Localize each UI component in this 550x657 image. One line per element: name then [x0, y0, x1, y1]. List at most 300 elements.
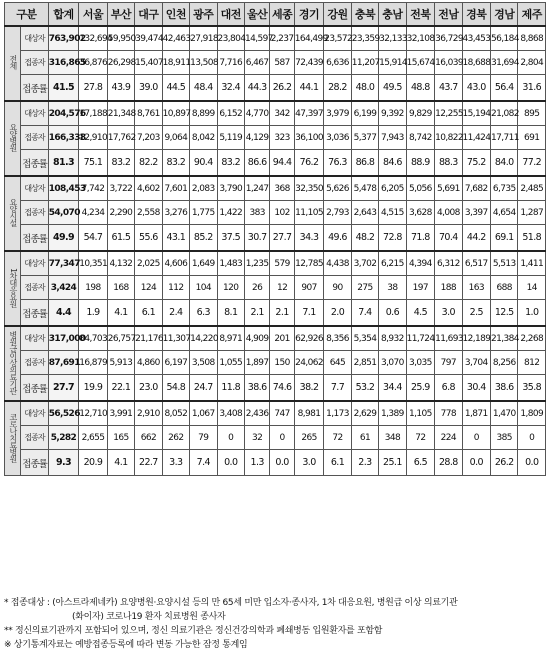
cell-region-value: 895 — [518, 101, 546, 126]
cell-region-value: 44.3 — [244, 75, 269, 102]
cell-region-value: 3,276 — [162, 201, 189, 225]
cell-region-value: 5,377 — [351, 126, 378, 150]
cell-region-value: 12,910 — [79, 126, 107, 150]
header-region: 인천 — [162, 3, 189, 27]
cell-region-value: 5,913 — [107, 351, 134, 375]
cell-region-value: 4,394 — [406, 251, 434, 276]
cell-region-value: 3,036 — [324, 126, 351, 150]
cell-region-value: 77.2 — [518, 150, 546, 177]
header-region: 대구 — [135, 3, 162, 27]
cell-region-value: 13,508 — [190, 51, 217, 75]
cell-region-value: 8,868 — [518, 26, 546, 51]
cell-region-value: 83.2 — [107, 150, 134, 177]
cell-region-value: 2,436 — [244, 401, 269, 426]
cell-region-value: 82.2 — [135, 150, 162, 177]
cell-region-value: 3,397 — [462, 201, 490, 225]
cell-region-value: 39,474 — [135, 26, 162, 51]
cell-region-value: 32 — [244, 426, 269, 450]
cell-region-value: 21,176 — [135, 326, 162, 351]
cell-region-value: 14,220 — [190, 326, 217, 351]
cell-region-value: 1,389 — [379, 401, 406, 426]
cell-region-value: 0 — [518, 426, 546, 450]
header-region: 전북 — [406, 3, 434, 27]
cell-region-value: 368 — [270, 176, 294, 201]
cell-region-value: 198 — [79, 276, 107, 300]
row-category: 접종률 — [21, 75, 48, 102]
cell-region-value: 38 — [379, 276, 406, 300]
cell-region-value: 69.1 — [491, 225, 518, 252]
cell-region-value: 8,932 — [379, 326, 406, 351]
header-region: 대전 — [217, 3, 244, 27]
cell-region-value: 3,790 — [217, 176, 244, 201]
cell-region-value: 4,129 — [244, 126, 269, 150]
table-row — [5, 26, 546, 51]
cell-region-value: 5,478 — [351, 176, 378, 201]
group-label-text: 요양시설 — [8, 198, 18, 227]
cell-region-value: 72 — [406, 426, 434, 450]
cell-region-value: 8,256 — [491, 351, 518, 375]
row-category: 대상자 — [21, 176, 48, 201]
cell-region-value: 10,822 — [435, 126, 462, 150]
header-region: 서울 — [79, 3, 107, 27]
cell-region-value: 2,804 — [518, 51, 546, 75]
cell-region-value: 49.5 — [379, 75, 406, 102]
cell-region-value: 8,981 — [294, 401, 323, 426]
cell-region-value: 265 — [294, 426, 323, 450]
cell-region-value: 83.2 — [162, 150, 189, 177]
cell-region-value: 4,770 — [244, 101, 269, 126]
cell-region-value: 4,606 — [162, 251, 189, 276]
cell-region-value: 34.4 — [379, 375, 406, 402]
cell-region-value: 0.6 — [379, 300, 406, 327]
cell-region-value: 691 — [518, 126, 546, 150]
row-category: 접종자 — [21, 51, 48, 75]
cell-region-value: 30.4 — [462, 375, 490, 402]
cell-region-value: 74.6 — [270, 375, 294, 402]
cell-region-value: 6.3 — [190, 300, 217, 327]
cell-region-value: 90 — [324, 276, 351, 300]
cell-region-value: 38.6 — [491, 375, 518, 402]
cell-region-value: 778 — [435, 401, 462, 426]
cell-region-value: 201 — [270, 326, 294, 351]
table-row — [5, 401, 546, 426]
cell-region-value: 15,194 — [462, 101, 490, 126]
cell-region-value: 26,298 — [107, 51, 134, 75]
cell-region-value: 17,711 — [491, 126, 518, 150]
cell-region-value: 54.8 — [162, 375, 189, 402]
cell-region-value: 6.8 — [435, 375, 462, 402]
cell-region-value: 3,702 — [351, 251, 378, 276]
cell-region-value: 2,268 — [518, 326, 546, 351]
cell-region-value: 7,943 — [379, 126, 406, 150]
cell-region-value: 42,463 — [162, 26, 189, 51]
cell-region-value: 2,290 — [107, 201, 134, 225]
row-category: 접종률 — [21, 300, 48, 327]
cell-region-value: 1,809 — [518, 401, 546, 426]
cell-region-value: 88.3 — [435, 150, 462, 177]
cell-region-value: 1,649 — [190, 251, 217, 276]
cell-region-value: 83.2 — [217, 150, 244, 177]
cell-region-value: 1,105 — [406, 401, 434, 426]
cell-region-value: 24.7 — [190, 375, 217, 402]
cell-region-value: 1,422 — [217, 201, 244, 225]
cell-region-value: 1.3 — [244, 450, 269, 476]
row-category: 접종자 — [21, 426, 48, 450]
cell-region-value: 124 — [135, 276, 162, 300]
cell-region-value: 43.1 — [162, 225, 189, 252]
cell-region-value: 2,655 — [79, 426, 107, 450]
cell-region-value: 3,408 — [217, 401, 244, 426]
cell-region-value: 11,307 — [162, 326, 189, 351]
cell-region-value: 44.1 — [294, 75, 323, 102]
cell-region-value: 6,152 — [217, 101, 244, 126]
cell-region-value: 79 — [190, 426, 217, 450]
cell-region-value: 2,851 — [351, 351, 378, 375]
table-row — [5, 426, 546, 450]
cell-region-value: 688 — [491, 276, 518, 300]
row-category: 대상자 — [21, 251, 48, 276]
cell-region-value: 61 — [351, 426, 378, 450]
cell-region-value: 62,926 — [294, 326, 323, 351]
cell-region-value: 2,485 — [518, 176, 546, 201]
cell-region-value: 16,879 — [79, 351, 107, 375]
cell-region-value: 16,039 — [435, 51, 462, 75]
cell-region-value: 4,008 — [435, 201, 462, 225]
cell-region-value: 812 — [518, 351, 546, 375]
cell-region-value: 11,105 — [294, 201, 323, 225]
table-row — [5, 251, 546, 276]
cell-region-value: 53.2 — [351, 375, 378, 402]
cell-region-value: 15,914 — [379, 51, 406, 75]
cell-region-value: 104 — [190, 276, 217, 300]
cell-region-value: 72.8 — [379, 225, 406, 252]
cell-region-value: 84,703 — [79, 326, 107, 351]
cell-region-value: 383 — [244, 201, 269, 225]
cell-region-value: 23,804 — [217, 26, 244, 51]
cell-region-value: 22.7 — [135, 450, 162, 476]
cell-region-value: 112 — [162, 276, 189, 300]
cell-region-value: 6.1 — [135, 300, 162, 327]
cell-region-value: 6,735 — [491, 176, 518, 201]
cell-region-value: 55.6 — [135, 225, 162, 252]
cell-region-value: 2,025 — [135, 251, 162, 276]
group-label-text: 요양병원 — [8, 123, 18, 152]
cell-region-value: 7,682 — [462, 176, 490, 201]
cell-region-value: 6,205 — [379, 176, 406, 201]
cell-region-value: 18,688 — [462, 51, 490, 75]
footnotes — [4, 596, 546, 652]
cell-region-value: 2,083 — [190, 176, 217, 201]
row-category: 접종률 — [21, 375, 48, 402]
group-label — [5, 26, 21, 101]
cell-region-value: 7,742 — [79, 176, 107, 201]
table-row — [5, 351, 546, 375]
row-category: 접종률 — [21, 150, 48, 177]
cell-region-value: 12,189 — [462, 326, 490, 351]
cell-region-value: 3,070 — [379, 351, 406, 375]
cell-region-value: 6,197 — [162, 351, 189, 375]
cell-region-value: 27,918 — [190, 26, 217, 51]
table-row — [5, 375, 546, 402]
table-row — [5, 276, 546, 300]
cell-region-value: 6,636 — [324, 51, 351, 75]
cell-region-value: 12,785 — [294, 251, 323, 276]
cell-region-value: 38.2 — [294, 375, 323, 402]
cell-region-value: 31.6 — [518, 75, 546, 102]
cell-region-value: 0 — [270, 426, 294, 450]
cell-region-value: 11,207 — [351, 51, 378, 75]
header-category: 구분 — [5, 3, 49, 27]
cell-region-value: 32,350 — [294, 176, 323, 201]
cell-region-value: 747 — [270, 401, 294, 426]
cell-region-value: 15,407 — [135, 51, 162, 75]
cell-region-value: 23,359 — [351, 26, 378, 51]
cell-region-value: 6,312 — [435, 251, 462, 276]
cell-region-value: 28.8 — [435, 450, 462, 476]
header-region: 광주 — [190, 3, 217, 27]
cell-region-value: 48.8 — [406, 75, 434, 102]
cell-region-value: 48.0 — [351, 75, 378, 102]
cell-region-value: 1,287 — [518, 201, 546, 225]
cell-region-value: 26 — [244, 276, 269, 300]
cell-region-value: 1,247 — [244, 176, 269, 201]
row-category: 대상자 — [21, 401, 48, 426]
row-category: 대상자 — [21, 326, 48, 351]
row-category: 접종자 — [21, 351, 48, 375]
cell-region-value: 36,876 — [79, 51, 107, 75]
cell-region-value: 1,871 — [462, 401, 490, 426]
cell-region-value: 43,453 — [462, 26, 490, 51]
cell-region-value: 9,064 — [162, 126, 189, 150]
table-row — [5, 101, 546, 126]
cell-total: 316,865 — [48, 51, 79, 75]
cell-region-value: 19.9 — [79, 375, 107, 402]
cell-region-value: 75.1 — [79, 150, 107, 177]
cell-region-value: 30.7 — [244, 225, 269, 252]
cell-region-value: 76.3 — [324, 150, 351, 177]
vaccination-statistics-table — [4, 2, 546, 476]
cell-region-value: 85.2 — [190, 225, 217, 252]
table-body — [5, 26, 546, 476]
cell-region-value: 22.1 — [107, 375, 134, 402]
cell-region-value: 7,203 — [135, 126, 162, 150]
cell-region-value: 21,082 — [491, 101, 518, 126]
cell-region-value: 5,626 — [324, 176, 351, 201]
cell-region-value: 48.2 — [351, 225, 378, 252]
table-row — [5, 126, 546, 150]
cell-region-value: 5,056 — [406, 176, 434, 201]
cell-region-value: 25.9 — [406, 375, 434, 402]
cell-region-value: 163 — [462, 276, 490, 300]
cell-total: 317,000 — [48, 326, 79, 351]
cell-region-value: 150 — [270, 351, 294, 375]
cell-region-value: 27.7 — [270, 225, 294, 252]
cell-region-value: 579 — [270, 251, 294, 276]
cell-region-value: 47,397 — [294, 101, 323, 126]
cell-region-value: 3,704 — [462, 351, 490, 375]
cell-region-value: 12,710 — [79, 401, 107, 426]
cell-region-value: 3,508 — [190, 351, 217, 375]
cell-region-value: 3,979 — [324, 101, 351, 126]
cell-region-value: 2,629 — [351, 401, 378, 426]
table-row — [5, 326, 546, 351]
cell-region-value: 2,237 — [270, 26, 294, 51]
cell-region-value: 94.4 — [270, 150, 294, 177]
cell-region-value: 164,499 — [294, 26, 323, 51]
cell-region-value: 7,601 — [162, 176, 189, 201]
cell-region-value: 342 — [270, 101, 294, 126]
cell-total: 54,070 — [48, 201, 79, 225]
cell-region-value: 4,234 — [79, 201, 107, 225]
cell-region-value: 7.7 — [324, 375, 351, 402]
cell-region-value: 34.3 — [294, 225, 323, 252]
group-label-text: 전체 — [8, 55, 18, 70]
cell-region-value: 14 — [518, 276, 546, 300]
table-row — [5, 150, 546, 177]
cell-region-value: 1.9 — [79, 300, 107, 327]
cell-region-value: 7.1 — [294, 300, 323, 327]
cell-total: 4.4 — [48, 300, 79, 327]
cell-region-value: 262 — [162, 426, 189, 450]
cell-region-value: 907 — [294, 276, 323, 300]
cell-region-value: 1,897 — [244, 351, 269, 375]
cell-region-value: 323 — [270, 126, 294, 150]
cell-region-value: 12 — [270, 276, 294, 300]
cell-region-value: 224 — [435, 426, 462, 450]
cell-region-value: 11,724 — [406, 326, 434, 351]
cell-region-value: 0.0 — [270, 450, 294, 476]
cell-region-value: 120 — [217, 276, 244, 300]
cell-region-value: 2.4 — [162, 300, 189, 327]
cell-region-value: 11,693 — [435, 326, 462, 351]
cell-region-value: 4,860 — [135, 351, 162, 375]
cell-region-value: 8,042 — [190, 126, 217, 150]
cell-region-value: 4,438 — [324, 251, 351, 276]
cell-region-value: 23.0 — [135, 375, 162, 402]
cell-region-value: 8.1 — [217, 300, 244, 327]
cell-total: 9.3 — [48, 450, 79, 476]
cell-region-value: 43.7 — [435, 75, 462, 102]
table-row — [5, 225, 546, 252]
cell-region-value: 188 — [435, 276, 462, 300]
cell-region-value: 3,035 — [406, 351, 434, 375]
cell-region-value: 2.5 — [462, 300, 490, 327]
cell-region-value: 54.7 — [79, 225, 107, 252]
cell-region-value: 5,691 — [435, 176, 462, 201]
cell-total: 763,902 — [48, 26, 79, 51]
cell-region-value: 168 — [107, 276, 134, 300]
cell-region-value: 275 — [351, 276, 378, 300]
row-category: 접종자 — [21, 201, 48, 225]
cell-region-value: 8,899 — [190, 101, 217, 126]
cell-region-value: 0.0 — [217, 450, 244, 476]
header-region: 강원 — [324, 3, 351, 27]
cell-total: 204,576 — [48, 101, 79, 126]
group-label-text: 1차대응요원 — [8, 267, 18, 307]
cell-region-value: 25.1 — [379, 450, 406, 476]
cell-total: 49.9 — [48, 225, 79, 252]
cell-region-value: 0 — [217, 426, 244, 450]
cell-total: 87,691 — [48, 351, 79, 375]
cell-region-value: 8,971 — [217, 326, 244, 351]
cell-region-value: 6,517 — [462, 251, 490, 276]
row-category: 접종자 — [21, 126, 48, 150]
cell-region-value: 11.8 — [217, 375, 244, 402]
cell-region-value: 27.8 — [79, 75, 107, 102]
cell-region-value: 0 — [462, 426, 490, 450]
cell-region-value: 6,467 — [244, 51, 269, 75]
cell-region-value: 3.0 — [294, 450, 323, 476]
table-row — [5, 201, 546, 225]
footnote-target-astrazeneca: * 접종대상 : (아스트라제네카) 요양병원·요양시설 등의 만 65세 미만 입소자·종사자, 1차 대응요원, 병원급 이상 의료기관 — [4, 598, 458, 608]
cell-region-value: 11,424 — [462, 126, 490, 150]
cell-region-value: 12,255 — [435, 101, 462, 126]
cell-region-value: 165 — [107, 426, 134, 450]
table-header — [5, 3, 546, 27]
table-row — [5, 51, 546, 75]
cell-region-value: 197 — [406, 276, 434, 300]
header-region: 전남 — [435, 3, 462, 27]
cell-region-value: 75.2 — [462, 150, 490, 177]
table-row — [5, 300, 546, 327]
group-label-text: 코로나치료병원 — [8, 412, 18, 462]
cell-region-value: 76.2 — [294, 150, 323, 177]
cell-region-value: 44.5 — [162, 75, 189, 102]
table-row — [5, 176, 546, 201]
cell-region-value: 5,354 — [351, 326, 378, 351]
cell-region-value: 56,184 — [491, 26, 518, 51]
header-region: 충남 — [379, 3, 406, 27]
cell-region-value: 1,411 — [518, 251, 546, 276]
cell-region-value: 43.9 — [107, 75, 134, 102]
cell-region-value: 21,384 — [491, 326, 518, 351]
cell-region-value: 70.4 — [435, 225, 462, 252]
cell-region-value: 8,761 — [135, 101, 162, 126]
cell-region-value: 72 — [324, 426, 351, 450]
cell-region-value: 1.0 — [518, 300, 546, 327]
header-region: 부산 — [107, 3, 134, 27]
cell-region-value: 18,911 — [162, 51, 189, 75]
cell-region-value: 1,055 — [217, 351, 244, 375]
cell-region-value: 5,119 — [217, 126, 244, 150]
cell-total: 56,526 — [48, 401, 79, 426]
header-row — [5, 3, 546, 27]
cell-region-value: 36,729 — [435, 26, 462, 51]
group-label-text: 병원급이상의료기관 — [8, 330, 18, 394]
cell-region-value: 6.1 — [324, 450, 351, 476]
cell-region-value: 3.3 — [162, 450, 189, 476]
header-region: 세종 — [270, 3, 294, 27]
cell-region-value: 8,742 — [406, 126, 434, 150]
cell-region-value: 17,762 — [107, 126, 134, 150]
cell-region-value: 26.2 — [491, 450, 518, 476]
cell-region-value: 44.2 — [462, 225, 490, 252]
cell-region-value: 662 — [135, 426, 162, 450]
cell-region-value: 102 — [270, 201, 294, 225]
cell-region-value: 32,133 — [379, 26, 406, 51]
cell-region-value: 1,235 — [244, 251, 269, 276]
cell-total: 108,453 — [48, 176, 79, 201]
footnote-provisional: ※ 상기통계자료는 예방접종등록에 따라 변동 가능한 잠정 통계임 — [4, 640, 248, 650]
cell-region-value: 2.1 — [270, 300, 294, 327]
header-region: 울산 — [244, 3, 269, 27]
group-label — [5, 251, 21, 326]
table-row — [5, 450, 546, 476]
cell-region-value: 26,757 — [107, 326, 134, 351]
table-row — [5, 75, 546, 102]
cell-region-value: 4,515 — [379, 201, 406, 225]
row-category: 대상자 — [21, 101, 48, 126]
